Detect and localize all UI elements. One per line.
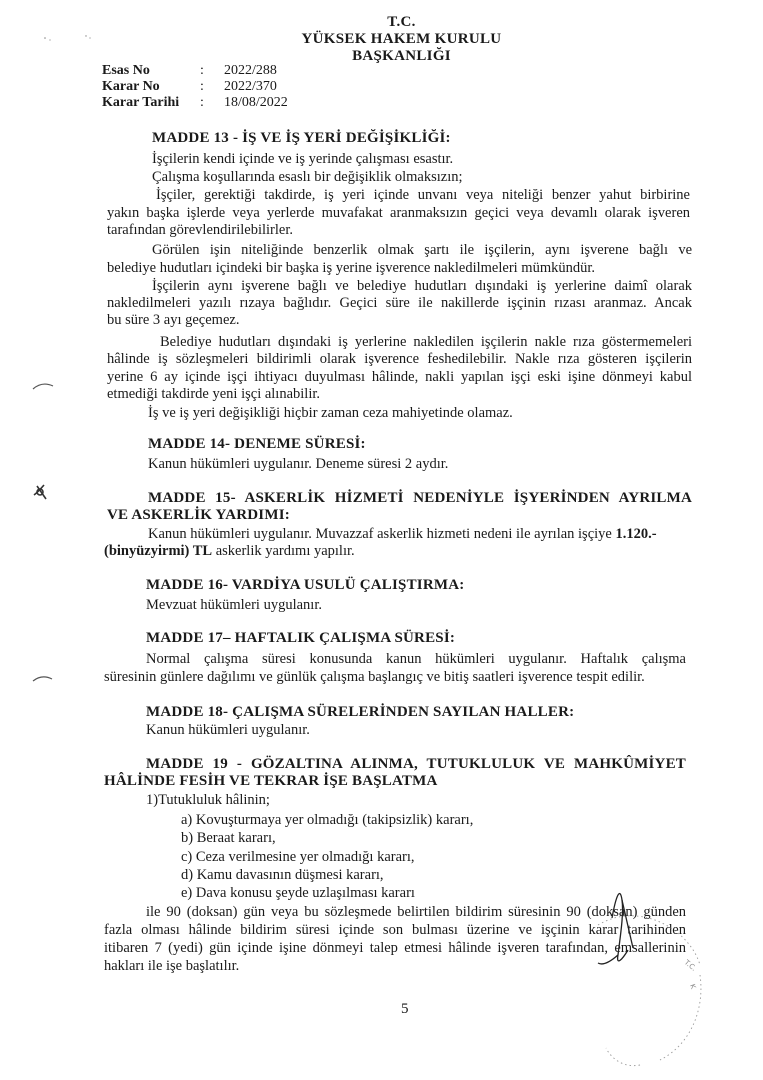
madde-15-line: (binyüzyirmi) TL askerlik yardımı yapılır. — [104, 543, 355, 559]
svg-text:T.C.: T.C. — [682, 958, 698, 973]
madde-13-line: İşçilerin aynı işverene bağlı ve belediye hudutları dışındaki iş yerlerine daimî olarak — [152, 278, 692, 294]
madde-19-line: fazla olması hâlinde bildirim süresi içinde son bulması üzerine ve işçinin karar tarihinden — [104, 922, 686, 938]
meta-tarih-label: Karar Tarihi — [102, 95, 180, 110]
meta-sep: : — [200, 79, 204, 94]
madde-13-line: hâlinde iş sözleşmeleri bildirimli olarak işverence feshedilebilir. Nakle rıza gösteren işçilerin — [107, 351, 692, 367]
madde-13-line: nakledilmeleri yazılı rızaya bağlıdır. Geçici süre ile nakillerde işçinin rızası aranmaz. Ancak — [107, 295, 692, 311]
madde-13-line: İş ve iş yeri değişikliği hiçbir zaman ceza mahiyetinde olamaz. — [148, 405, 513, 421]
madde-16-title: MADDE 16- VARDİYA USULÜ ÇALIŞTIRMA: — [146, 577, 465, 593]
madde-19-list-item: c) Ceza verilmesine yer olmadığı kararı, — [181, 849, 415, 865]
madde-15-line: Kanun hükümleri uygulanır. Muvazzaf askerlik hizmeti nedeni ile ayrılan işçiye 1.120.- — [148, 526, 657, 542]
madde-19-line: hakları ile işe başlatılır. — [104, 958, 240, 974]
meta-esas-label: Esas No — [102, 63, 150, 78]
madde-15-title-cont: VE ASKERLİK YARDIMI: — [107, 507, 290, 523]
signature-icon — [598, 894, 633, 964]
madde-13-line: İşçiler, gerektiği takdirde, iş yeri içinde unvanı veya niteliği benzer yahut birbirine — [156, 187, 690, 203]
madde-13-line: bu süre 3 ayı geçemez. — [107, 312, 240, 328]
madde-18-line: Kanun hükümleri uygulanır. — [146, 722, 310, 738]
madde-13-line: Belediye hudutları dışındaki iş yerlerine nakledilen işçilerin nakle rıza göstermemeleri — [160, 334, 692, 350]
madde-19-intro: 1)Tutukluluk hâlinin; — [146, 792, 270, 808]
madde-19-list-item: d) Kamu davasının düşmesi kararı, — [181, 867, 384, 883]
org-line-tc: T.C. — [387, 14, 416, 30]
madde-13-line: Çalışma koşullarında esaslı bir değişiklik olmaksızın; — [152, 169, 463, 185]
meta-karar-value: 2022/370 — [224, 79, 277, 94]
meta-esas-value: 2022/288 — [224, 63, 277, 78]
madde-13-line: yakın başka işlerde veya yerlerde muvafakat aranmaksızın geçici veya devamlı olarak işveren — [107, 205, 690, 221]
org-line-dept: BAŞKANLIĞI — [352, 48, 451, 64]
madde-13-line: İşçilerin kendi içinde ve iş yerinde çalışması esastır. — [152, 151, 454, 167]
margin-tick-mark — [33, 384, 53, 389]
madde-13-line: yerine 6 ay içinde işçi ihtiyacı duyulması hâlinde, nakli yapılan işçi eski işine dönmeyi kabul — [107, 369, 692, 385]
madde-19-line: itibaren 7 (yedi) gün içinde işine dönmeyi talep etmesi hâlinde işveren tarafından, emsallerinin — [104, 940, 686, 956]
madde-19-title-cont: HÂLİNDE FESİH VE TEKRAR İŞE BAŞLATMA — [104, 773, 438, 789]
madde-17-title: MADDE 17– HAFTALIK ÇALIŞMA SÜRESİ: — [146, 630, 456, 646]
madde-17-line: süresinin günlere dağılımı ve günlük çalışma başlangıç ve bitiş saatleri işverence tespit edilir. — [104, 669, 645, 685]
madde-14-line: Kanun hükümleri uygulanır. Deneme süresi 2 aydır. — [148, 456, 449, 472]
madde-14-title: MADDE 14- DENEME SÜRESİ: — [148, 436, 366, 452]
madde-13-line: belediye hudutları içindeki bir başka iş yerine işverence nakledilmeleri mümkündür. — [107, 260, 596, 276]
meta-tarih-value: 18/08/2022 — [224, 95, 288, 110]
corner-dots — [44, 35, 90, 40]
madde-15-title: MADDE 15- ASKERLİK HİZMETİ NEDENİYLE İŞYERİNDEN AYRILMA — [148, 490, 692, 506]
svg-text:K: K — [688, 982, 698, 991]
madde-19-line: ile 90 (doksan) gün veya bu sözleşmede belirtilen bildirim süresinin 90 (doksan) günden — [146, 904, 686, 920]
madde-13-line: Görülen işin niteliğinde benzerlik olmak şartı ile işçilerin, aynı işverene bağlı ve — [152, 242, 692, 258]
madde-19-list-item: b) Beraat kararı, — [181, 830, 276, 846]
madde-19-list-item: e) Dava konusu şeyde uzlaşılması kararı — [181, 885, 415, 901]
madde-19-title: MADDE 19 - GÖZALTINA ALINMA, TUTUKLULUK VE MAHKÛMİYET — [146, 756, 686, 772]
page-number: 5 — [401, 1001, 409, 1017]
margin-scribble-icon — [34, 485, 46, 499]
meta-sep: : — [200, 63, 204, 78]
meta-karar-label: Karar No — [102, 79, 160, 94]
madde-18-title: MADDE 18- ÇALIŞMA SÜRELERİNDEN SAYILAN HALLER: — [146, 704, 575, 720]
madde-13-line: etmediği takdirde yeni işçi alınabilir. — [107, 386, 321, 402]
meta-sep: : — [200, 95, 204, 110]
madde-13-line: tarafından görevlendirilebilirler. — [107, 222, 294, 238]
madde-16-line: Mevzuat hükümleri uygulanır. — [146, 597, 322, 613]
stamp-seal-icon — [598, 916, 701, 1066]
margin-tick-mark — [33, 677, 52, 681]
org-line-name: YÜKSEK HAKEM KURULU — [301, 31, 502, 47]
madde-17-line: Normal çalışma süresi konusunda kanun hükümleri uygulanır. Haftalık çalışma — [146, 651, 686, 667]
madde-13-title: MADDE 13 - İŞ VE İŞ YERİ DEĞİŞİKLİĞİ: — [152, 130, 451, 146]
madde-19-list-item: a) Kovuşturmaya yer olmadığı (takipsizlik) kararı, — [181, 812, 474, 828]
stamp-text-icon — [682, 958, 698, 991]
